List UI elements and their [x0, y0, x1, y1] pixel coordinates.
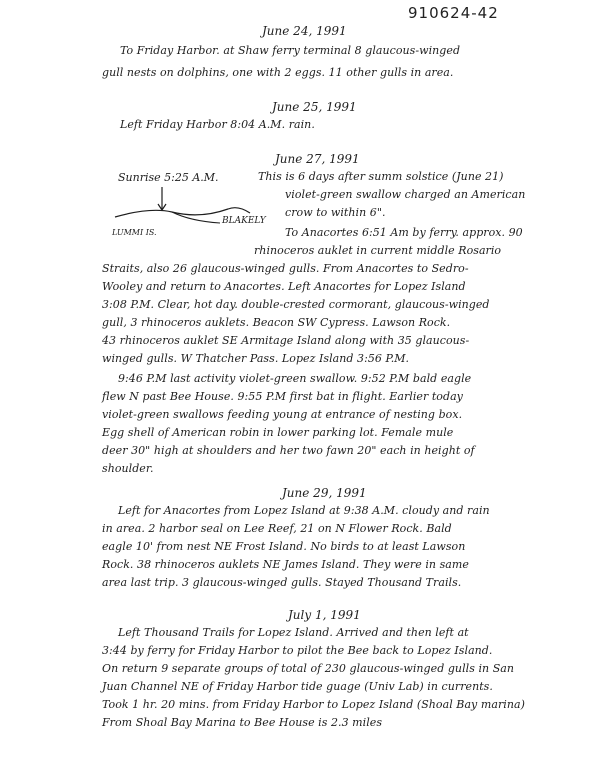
entry-date: July 1, 1991	[288, 608, 361, 622]
entry-line: Took 1 hr. 20 mins. from Friday Harbor to Lopez Island (Shoal Bay marina)	[102, 698, 525, 711]
lummi-label: LUMMI IS.	[112, 228, 157, 237]
entry-line: Juan Channel NE of Friday Harbor tide guage (Univ Lab) in currents.	[102, 680, 493, 693]
entry-date: June 29, 1991	[282, 486, 367, 500]
sunrise-label: Sunrise 5:25 A.M.	[118, 171, 219, 184]
entry-line: To Anacortes 6:51 Am by ferry. approx. 90	[285, 226, 523, 239]
entry-line: winged gulls. W Thatcher Pass. Lopez Island 3:56 P.M.	[102, 352, 410, 365]
entry-line: shoulder.	[102, 462, 154, 475]
entry-line: This is 6 days after summ solstice (June 21)	[258, 170, 504, 183]
entry-line: Left for Anacortes from Lopez Island at 9:38 A.M. cloudy and rain	[118, 504, 490, 517]
entry-line: in area. 2 harbor seal on Lee Reef, 21 on N Flower Rock. Bald	[102, 522, 452, 535]
entry-line: Egg shell of American robin in lower parking lot. Female mule	[102, 426, 454, 439]
entry-line: On return 9 separate groups of total of 230 glaucous-winged gulls in San	[102, 662, 515, 675]
entry-date: June 25, 1991	[272, 100, 357, 114]
entry-line: area last trip. 3 glaucous-winged gulls. Stayed Thousand Trails.	[102, 576, 462, 589]
document-id: 910624-42	[408, 4, 499, 22]
entry-line: rhinoceros auklet in current middle Rosario	[254, 244, 502, 257]
entry-line: violet-green swallow charged an American	[285, 188, 526, 201]
blakely-label: BLAKELY	[222, 216, 266, 226]
entry-line: flew N past Bee House. 9:55 P.M first bat in flight. Earlier today	[102, 390, 463, 403]
entry-line: From Shoal Bay Marina to Bee House is 2.3 miles	[102, 716, 383, 729]
entry-line: 3:08 P.M. Clear, hot day. double-crested cormorant, glaucous-winged	[102, 298, 490, 311]
entry-line: gull nests on dolphins, one with 2 eggs. 11 other gulls in area.	[102, 66, 454, 79]
entry-date: June 24, 1991	[262, 24, 347, 38]
entry-line: 3:44 by ferry for Friday Harbor to pilot the Bee back to Lopez Island.	[102, 644, 493, 657]
entry-line: eagle 10' from nest NE Frost Island. No birds to at least Lawson	[102, 540, 466, 553]
entry-line: gull, 3 rhinoceros auklets. Beacon SW Cypress. Lawson Rock.	[102, 316, 451, 329]
entry-line: To Friday Harbor. at Shaw ferry terminal 8 glaucous-winged	[120, 44, 461, 57]
entry-date: June 27, 1991	[275, 152, 360, 166]
entry-line: crow to within 6".	[285, 206, 386, 219]
entry-line: Wooley and return to Anacortes. Left Anacortes for Lopez Island	[102, 280, 466, 293]
entry-line: 43 rhinoceros auklet SE Armitage Island along with 35 glaucous-	[102, 334, 470, 347]
sunrise-sketch	[110, 165, 280, 240]
entry-line: deer 30" high at shoulders and her two fawn 20" each in height of	[102, 444, 475, 457]
entry-line: Left Friday Harbor 8:04 A.M. rain.	[120, 118, 315, 131]
entry-line: Rock. 38 rhinoceros auklets NE James Island. They were in same	[102, 558, 469, 571]
entry-line: Left Thousand Trails for Lopez Island. Arrived and then left at	[118, 626, 469, 639]
entry-line: violet-green swallows feeding young at entrance of nesting box.	[102, 408, 463, 421]
entry-line: 9:46 P.M last activity violet-green swallow. 9:52 P.M bald eagle	[118, 372, 472, 385]
entry-line: Straits, also 26 glaucous-winged gulls. From Anacortes to Sedro-	[102, 262, 469, 275]
